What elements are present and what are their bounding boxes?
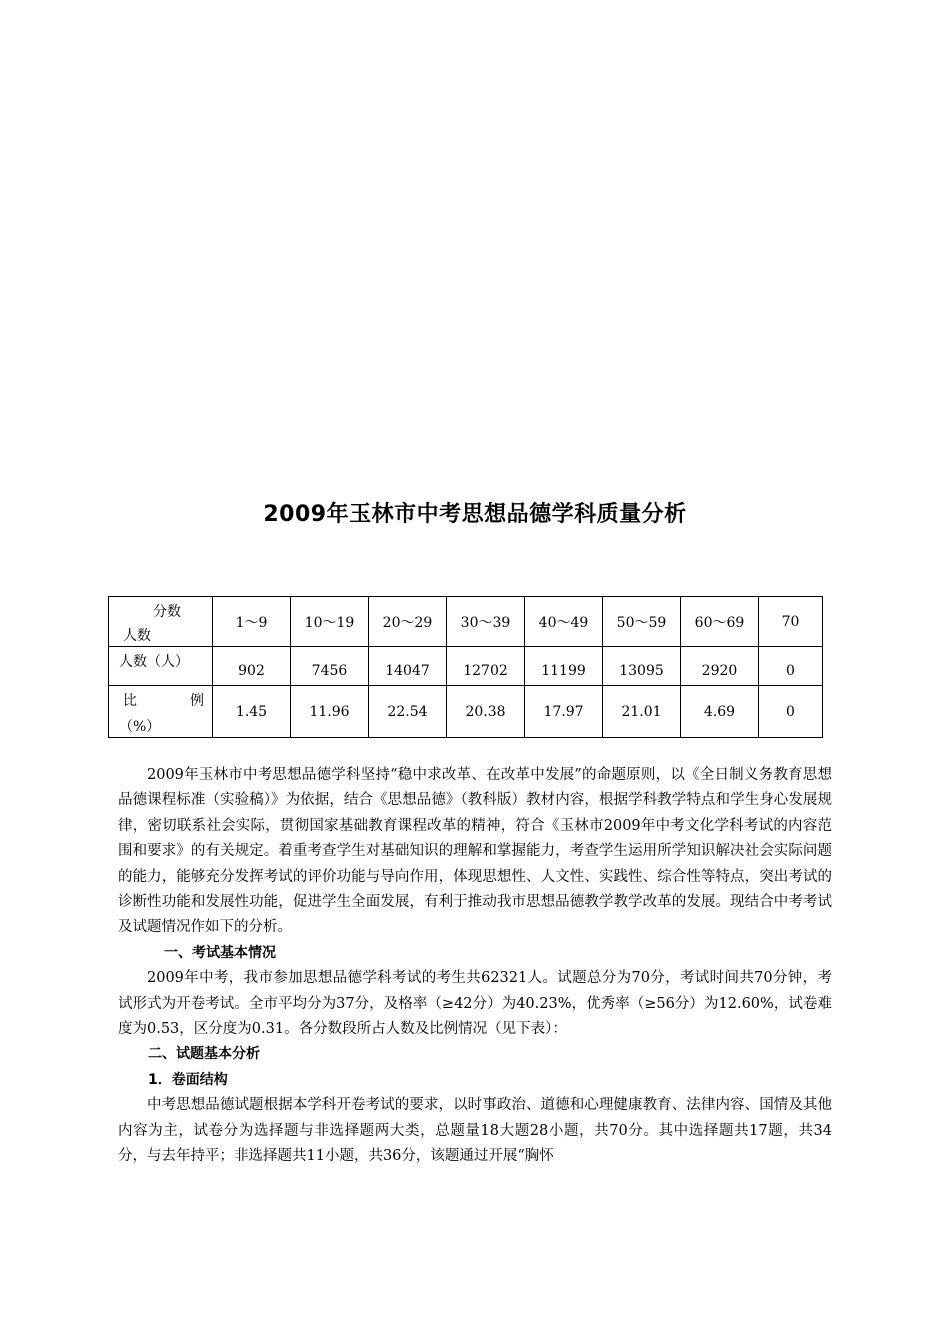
body-text (118, 763, 832, 1170)
count-cell: 11199 (525, 647, 603, 686)
section-heading-question-analysis: 二、试题基本分析 (148, 1046, 260, 1063)
ratio-cell: 20.38 (447, 686, 525, 738)
ratio-cell: 22.54 (369, 686, 447, 738)
range-cell: 30～39 (447, 597, 525, 647)
range-cell: 50～59 (603, 597, 681, 647)
ratio-label-part: （%） (119, 719, 161, 735)
ratio-label-part: 比 (123, 693, 137, 709)
count-cell: 14047 (369, 647, 447, 686)
intro-paragraph: 2009年玉林市中考思想品德学科坚持“稳中求改革、在改革中发展”的命题原则，以《全日制义务教育思想品德课程标准（实验稿）》为依据，结合《思想品德》（教科版）教材内容，根据学科教学特点和学生身心发展规律，密切联系社会实际，贯彻国家基础教育课程改革的精神，符合《玉林市2009年中考文化学科考试的内容范围和要求》的有关规定。着重考查学生对基础知识的理解和掌握能力，考查学生运用所学知识解决社会实际问题的能力，能够充分发挥考试的评价功能与导向作用，体现思想性、人文性、实践性、综合性等特点，突出考试的诊断性功能和发展性功能，促进学生全面发展，有利于推动我市思想品德教学教学改革的发展。现结合中考考试及试题情况作如下的分析。 (118, 767, 832, 936)
count-cell: 7456 (291, 647, 369, 686)
ratio-label-part: 例 (190, 693, 204, 709)
ratio-cell: 1.45 (213, 686, 291, 738)
ratio-cell: 0 (759, 686, 823, 738)
range-cell: 1～9 (213, 597, 291, 647)
row-label-ratio (109, 686, 213, 738)
table-header-row (109, 597, 823, 647)
ratio-cell: 4.69 (681, 686, 759, 738)
range-cell: 20～29 (369, 597, 447, 647)
section-heading-exam-overview: 一、考试基本情况 (164, 944, 276, 961)
row-label-count: 人数（人） (109, 647, 213, 686)
exam-overview-paragraph: 2009年中考，我市参加思想品德学科考试的考生共62321人。试题总分为70分，考试时间共70分钟，考试形式为开卷考试。全市平均分为37分，及格率（≥42分）为40.23%，优秀率（≥56分）为12.60%，试卷难度为0.53，区分度为0.31。各分数段所占人数及比例情况（见下表）： (118, 970, 832, 1038)
count-cell: 2920 (681, 647, 759, 686)
score-distribution-table (108, 596, 823, 738)
ratio-cell: 21.01 (603, 686, 681, 738)
corner-score-label: 分数 (153, 604, 181, 620)
range-cell: 70 (759, 597, 823, 647)
table-corner-cell (109, 597, 213, 647)
subsection-heading-paper-structure: 1．卷面结构 (148, 1071, 228, 1088)
count-cell: 0 (759, 647, 823, 686)
ratio-cell: 11.96 (291, 686, 369, 738)
count-cell: 12702 (447, 647, 525, 686)
count-cell: 13095 (603, 647, 681, 686)
range-cell: 60～69 (681, 597, 759, 647)
paper-structure-paragraph: 中考思想品德试题根据本学科开卷考试的要求，以时事政治、道德和心理健康教育、法律内容、国情及其他内容为主，试卷分为选择题与非选择题两大类，总题量18大题28小题，共70分。其中选择题共17题，共34分，与去年持平；非选择题共11小题，共36分，该题通过开展“胸怀 (118, 1097, 832, 1165)
range-cell: 40～49 (525, 597, 603, 647)
count-cell: 902 (213, 647, 291, 686)
corner-people-label: 人数 (123, 628, 151, 644)
page-title: 2009年玉林市中考思想品德学科质量分析 (263, 502, 687, 527)
table-row-ratios (109, 686, 823, 738)
ratio-cell: 17.97 (525, 686, 603, 738)
table-row-counts (109, 647, 823, 686)
range-cell: 10～19 (291, 597, 369, 647)
